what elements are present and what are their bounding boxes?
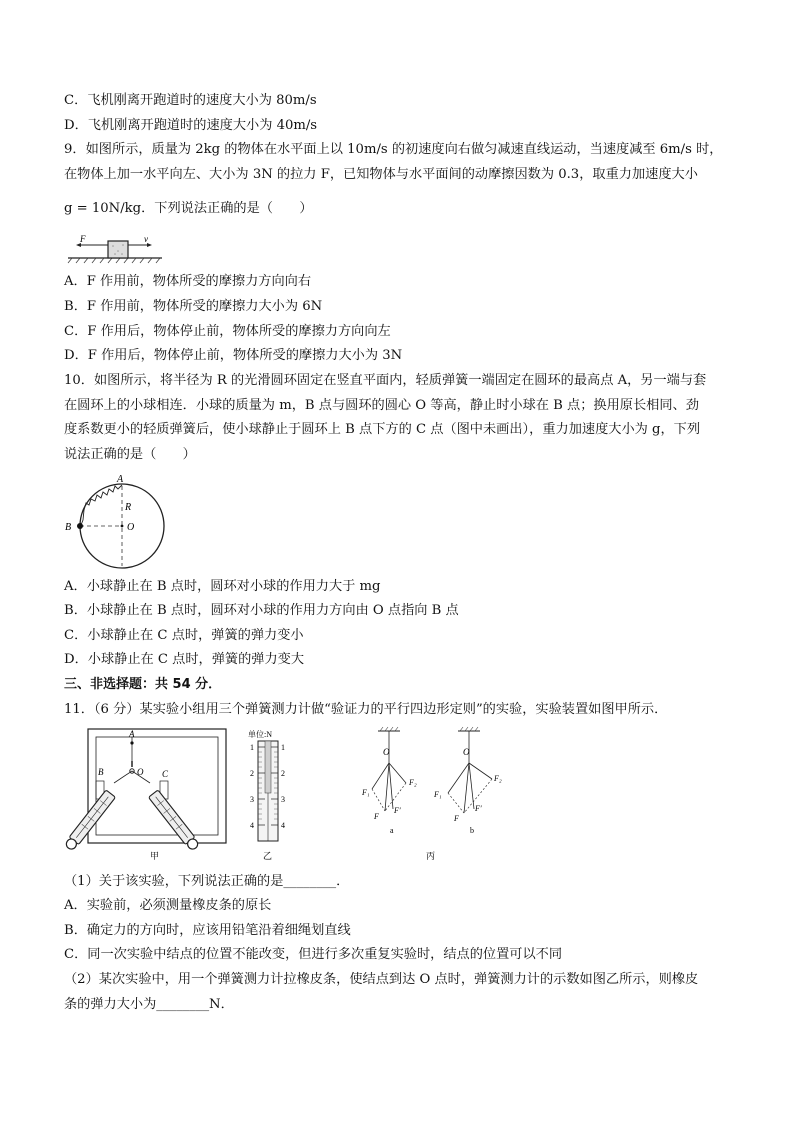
q10-point-o: O: [127, 522, 135, 533]
q10-point-b: B: [65, 522, 72, 533]
q9-velocity-label: v: [144, 234, 148, 244]
fig-jia: [64, 729, 226, 861]
q11-stem-line1: 11．（6 分）某实验小组用三个弹簧测力计做“验证力的平行四边形定则”的实验，实验装置如图甲所示．: [64, 702, 668, 717]
q9-stem-line3: g = 10N/kg．下列说法正确的是（ ）: [64, 201, 313, 216]
q9-option-c: C．F 作用后，物体停止前，物体所受的摩擦力方向向左: [64, 324, 391, 339]
q11-part1-prompt: （1）关于该实验，下列说法正确的是________．: [64, 874, 350, 889]
fig-jia-caption: 甲: [150, 851, 160, 861]
fig-bing-a-o: O: [383, 747, 390, 757]
fig-bing-a: [361, 727, 417, 835]
q9-block-figure: [66, 232, 166, 264]
q11-option-c: C．同一次实验中结点的位置不能改变，但进行多次重复实验时，结点的位置可以不同: [64, 947, 563, 962]
fig-yi-tick-2-left: 2: [250, 769, 254, 778]
fig-bing-b-fp: F′: [475, 804, 482, 813]
q10-option-a: A．小球静止在 B 点时，圆环对小球的作用力大于 mg: [64, 579, 381, 594]
fig-yi-tick-4-left: 4: [250, 821, 254, 830]
fig-bing-b-o: O: [463, 747, 470, 757]
q11-part2-line2: 条的弹力大小为________N．: [64, 997, 234, 1012]
fig-yi-tick-3-right: 3: [281, 795, 285, 804]
q10-option-d: D．小球静止在 C 点时，弹簧的弹力变大: [64, 652, 305, 667]
q10-option-b: B．小球静止在 B 点时，圆环对小球的作用力方向由 O 点指向 B 点: [64, 603, 459, 618]
q11-experiment-figures: [60, 725, 510, 865]
q11-option-b: B．确定力的方向时，应该用铅笔沿着细绳划直线: [64, 923, 351, 938]
fig-yi-tick-1-left: 1: [250, 743, 254, 752]
fig-bing-a-f1: F₁: [362, 788, 370, 797]
fig-yi-caption: 乙: [263, 851, 273, 861]
q9-option-a: A．F 作用前，物体所受的摩擦力方向向右: [64, 274, 312, 289]
q11-part2-line1: （2）某次实验中，用一个弹簧测力计拉橡皮条，使结点到达 O 点时，弹簧测力计的示数如图乙所示，则橡皮: [64, 972, 699, 987]
q10-option-c: C．小球静止在 C 点时，弹簧的弹力变小: [64, 628, 304, 643]
fig-bing-b-f: F: [454, 814, 459, 823]
q9-option-d: D．F 作用后，物体停止前，物体所受的摩擦力大小为 3N: [64, 348, 403, 363]
fig-bing-a-f: F: [374, 812, 379, 821]
fig-bing-a-label: a: [390, 826, 394, 835]
fig-yi-unit: 单位:N: [248, 730, 272, 739]
q10-radius-r: R: [125, 502, 132, 513]
fig-bing-b-f1: F₁: [434, 790, 442, 799]
fig-yi-tick-3-left: 3: [250, 795, 254, 804]
fig-bing-a-f2: F₂: [409, 778, 417, 787]
q10-ring-figure: [62, 472, 172, 572]
fig-yi-tick-4-right: 4: [281, 821, 285, 830]
fig-jia-label-a: A: [129, 729, 135, 739]
q9-stem-line2: 在物体上加一水平向左、大小为 3N 的拉力 F，已知物体与水平面间的动摩擦因数为 0.3，取重力加速度大小: [64, 167, 698, 182]
q9-stem-line1: 9．如图所示，质量为 2kg 的物体在水平面上以 10m/s 的初速度向右做匀减速直线运动，当速度减至 6m/s 时，: [64, 142, 723, 157]
section-heading: 三、非选择题：共 54 分．: [64, 677, 222, 692]
fig-bing-a-fp: F′: [394, 806, 401, 815]
fig-jia-label-b: B: [98, 767, 104, 777]
fig-bing-b-label: b: [470, 826, 474, 835]
q10-stem-line3: 度系数更小的轻质弹簧后，使小球静止于圆环上 B 点下方的 C 点（图中未画出），重力加速度大小为 g，下列: [64, 422, 701, 437]
q8-option-c: C．飞机刚离开跑道时的速度大小为 80m/s: [64, 93, 317, 108]
q9-option-b: B．F 作用前，物体所受的摩擦力大小为 6N: [64, 299, 323, 314]
q10-point-a: A: [117, 474, 124, 485]
q9-force-label: F: [80, 234, 86, 244]
fig-bing-b-f2: F₂: [494, 774, 502, 783]
q10-stem-line4: 说法正确的是（ ）: [64, 447, 196, 462]
q11-option-a: A．实验前，必须测量橡皮条的原长: [64, 898, 272, 913]
q10-stem-line1: 10．如图所示，将半径为 R 的光滑圆环固定在竖直平面内，轻质弹簧一端固定在圆环的最高点 A，另一端与套: [64, 373, 707, 388]
fig-jia-label-c: C: [162, 769, 169, 779]
fig-jia-label-o: O: [137, 767, 144, 777]
fig-yi-tick-2-right: 2: [281, 769, 285, 778]
q10-stem-line2: 在圆环上的小球相连．小球的质量为 m，B 点与圆环的圆心 O 等高，静止时小球在 B 点；换用原长相同、劲: [64, 398, 699, 413]
fig-bing-b: [426, 727, 502, 861]
fig-bing-caption: 丙: [426, 851, 436, 861]
fig-yi: [248, 729, 285, 861]
fig-yi-tick-1-right: 1: [281, 743, 285, 752]
q8-option-d: D．飞机刚离开跑道时的速度大小为 40m/s: [64, 118, 318, 133]
